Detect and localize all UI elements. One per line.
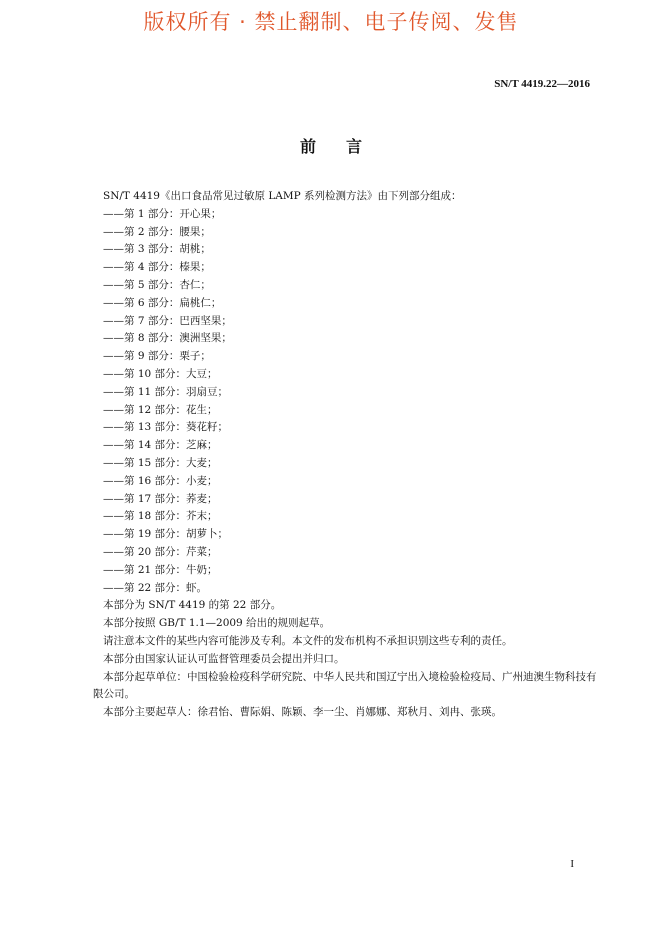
drafting-rules-statement: 本部分按照 GB/T 1.1—2009 给出的规则起草。 [103, 617, 331, 630]
part-item: ——第 12 部分：花生； [103, 403, 218, 416]
drafting-units: 本部分起草单位：中国检验检疫科学研究院、中华人民共和国辽宁出入境检验检疫局、广州迪澳生物科技有限公司。 [93, 670, 597, 701]
part-item: ——第 15 部分：大麦； [103, 456, 218, 469]
part-item: ——第 9 部分：栗子； [103, 350, 211, 363]
part-item: ——第 17 部分：荞麦； [103, 492, 218, 505]
part-item: ——第 22 部分：虾。 [103, 581, 208, 594]
part-item: ——第 5 部分：杏仁； [103, 278, 211, 291]
part-item: ——第 18 部分：芥末； [103, 510, 218, 523]
part-item: ——第 13 部分：葵花籽； [103, 421, 229, 434]
drafters: 本部分主要起草人：徐君怡、曹际娟、陈颖、李一尘、肖娜娜、郑秋月、刘冉、张瑛。 [103, 706, 502, 719]
part-item: ——第 21 部分：牛奶； [103, 563, 218, 576]
parts-list [93, 206, 597, 598]
part-item: ——第 8 部分：澳洲坚果； [103, 332, 232, 345]
part-item: ——第 3 部分：胡桃； [103, 243, 211, 256]
proposer-statement: 本部分由国家认证认可监督管理委员会提出并归口。 [103, 652, 345, 665]
part-item: ——第 4 部分：榛果； [103, 261, 211, 274]
page-title: 前言 [299, 137, 392, 156]
part-item: ——第 2 部分：腰果； [103, 225, 211, 238]
part-item: ——第 14 部分：芝麻； [103, 439, 218, 452]
part-item: ——第 10 部分：大豆； [103, 367, 218, 380]
part-item: ——第 11 部分：羽扇豆； [103, 385, 229, 398]
intro-text: SN/T 4419《出口食品常见过敏原 LAMP 系列检测方法》由下列部分组成： [103, 190, 462, 202]
part-item: ——第 6 部分：扁桃仁； [103, 296, 222, 309]
foreword-body [93, 188, 597, 722]
part-item: ——第 20 部分：芹菜； [103, 545, 218, 558]
part-item: ——第 16 部分：小麦； [103, 474, 218, 487]
copyright-banner: 版权所有 · 禁止翻制、电子传阅、发售 [143, 10, 519, 34]
standard-code: SN/T 4419.22—2016 [494, 78, 590, 90]
patent-notice: 请注意本文件的某些内容可能涉及专利。本文件的发布机构不承担识别这些专利的责任。 [103, 634, 513, 647]
part-number-statement: 本部分为 SN/T 4419 的第 22 部分。 [103, 599, 282, 612]
page-number: I [570, 858, 574, 870]
part-item: ——第 7 部分：巴西坚果； [103, 314, 232, 327]
part-item: ——第 1 部分：开心果； [103, 207, 222, 220]
part-item: ——第 19 部分：胡萝卜； [103, 528, 229, 541]
